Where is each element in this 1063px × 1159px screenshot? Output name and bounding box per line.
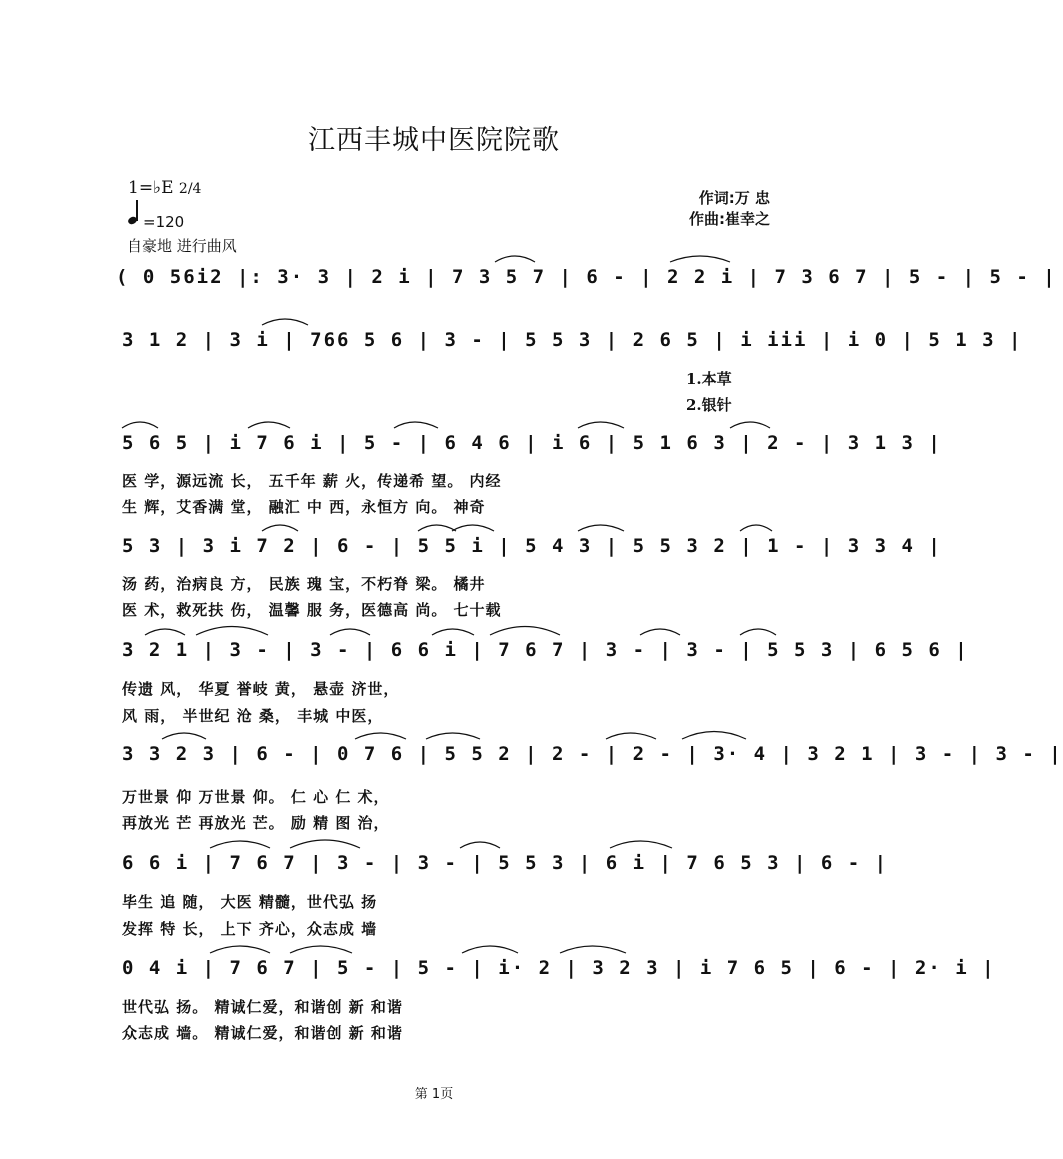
lyrics-line-5-verse-1: 传遗 风， 华夏 誉岐 黄， 悬壶 济世， — [122, 680, 400, 698]
key-label: 1=♭E — [128, 178, 174, 198]
slur — [426, 733, 480, 739]
lyrics-line-6-verse-1: 万世景 仰 万世景 仰。 仁 心 仁 术， — [122, 788, 390, 806]
score-line-1: ( 0 56i2 |: 3· 3 | 2 i | 7 3 5 7 | 6 - | 2 2 i | 7 3 6 7 | 5 - | 5 - | — [116, 266, 1057, 288]
score-line-2: 3 1 2 | 3 i | 766 5 6 | 3 - | 5 5 3 | 2 6 5 | i iii | i 0 | 5 1 3 | — [122, 329, 1023, 351]
lyrics-line-6-verse-2: 再放光 芒 再放光 芒。 励 精 图 治， — [122, 814, 390, 832]
slur — [262, 525, 298, 531]
slur — [610, 841, 672, 848]
slur — [640, 629, 680, 635]
slur — [196, 627, 268, 636]
slur — [606, 733, 656, 739]
slur — [162, 733, 206, 739]
slur — [262, 319, 308, 325]
score-line-6: 3 3 2 3 | 6 - | 0 7 6 | 5 5 2 | 2 - | 2 - | 3· 4 | 3 2 1 | 3 - | 3 - | — [122, 743, 1063, 765]
slur — [432, 629, 474, 635]
lyrics-line-7-verse-2: 发挥 特 长， 上下 齐心，众志成 墙 — [122, 920, 378, 938]
slur — [670, 256, 730, 262]
score-line-3: 5 6 5 | i 7 6 i | 5 - | 6 4 6 | i 6 | 5 1 6 3 | 2 - | 3 1 3 | — [122, 432, 942, 454]
score-line-8: 0 4 i | 7 6 7 | 5 - | 5 - | i· 2 | 3 2 3 | i 7 6 5 | 6 - | 2· i | — [122, 957, 996, 979]
slur — [290, 946, 352, 953]
slur — [578, 422, 624, 428]
lyrics-line-4-verse-1: 汤 药，治病良 方， 民族 瑰 宝，不朽脊 梁。 橘井 — [122, 575, 486, 593]
slur — [418, 525, 456, 531]
lyrics-line-5-verse-2: 风 雨， 半世纪 沧 桑， 丰城 中医， — [122, 707, 384, 725]
slur — [682, 732, 746, 740]
score-line-7: 6 6 i | 7 6 7 | 3 - | 3 - | 5 5 3 | 6 i | 7 6 5 3 | 6 - | — [122, 852, 889, 874]
slur — [462, 946, 518, 953]
slur — [145, 629, 185, 635]
slur — [578, 525, 624, 531]
key-signature — [128, 178, 201, 198]
slur — [740, 525, 772, 531]
slur — [730, 422, 770, 428]
slur — [560, 946, 626, 953]
lyrics-line-8-verse-2: 众志成 墙。 精诚仁爱，和谐创 新 和谐 — [122, 1024, 403, 1042]
time-signature: 2/4 — [178, 181, 202, 197]
slur — [330, 629, 370, 635]
lyrics-line-8-verse-1: 世代弘 扬。 精诚仁爱，和谐创 新 和谐 — [122, 998, 403, 1016]
slur — [740, 629, 776, 635]
score-line-4: 5 3 | 3 i 7 2 | 6 - | 5 5 i | 5 4 3 | 5 5 3 2 | 1 - | 3 3 4 | — [122, 535, 942, 557]
lyrics-line-4-verse-2: 医 术，救死扶 伤， 温馨 服 务，医德高 尚。 七十载 — [122, 601, 502, 619]
slur — [495, 256, 535, 262]
slur — [248, 422, 290, 428]
slur — [460, 842, 500, 848]
lyrics-line-3-verse-2: 生 辉，艾香满 堂， 融汇 中 西，永恒方 向。 神奇 — [122, 498, 486, 516]
slur — [452, 525, 494, 531]
verse-label-1: 1.本草 — [686, 370, 732, 388]
slur — [355, 733, 406, 739]
slur — [394, 422, 438, 428]
slur — [290, 840, 360, 848]
expression-marking: 自豪地 进行曲风 — [127, 237, 237, 255]
slur — [122, 422, 158, 428]
verse-label-2: 2.银针 — [686, 396, 732, 414]
song-title: 江西丰城中医院院歌 — [308, 125, 560, 156]
page-number: 第 1页 — [414, 1087, 454, 1102]
lyrics-line-7-verse-1: 毕生 追 随， 大医 精髓，世代弘 扬 — [122, 893, 378, 911]
slur — [490, 627, 560, 636]
slur — [210, 946, 270, 953]
lyricist-credit: 作词:万 忠 — [698, 189, 770, 207]
composer-credit: 作曲:崔幸之 — [689, 210, 770, 228]
lyrics-line-3-verse-1: 医 学，源远流 长， 五千年 薪 火，传递希 望。 内经 — [122, 472, 502, 490]
score-line-5: 3 2 1 | 3 - | 3 - | 6 6 i | 7 6 7 | 3 - | 3 - | 5 5 3 | 6 5 6 | — [122, 639, 969, 661]
tempo-marking: =120 — [143, 213, 185, 231]
slur — [210, 841, 270, 848]
